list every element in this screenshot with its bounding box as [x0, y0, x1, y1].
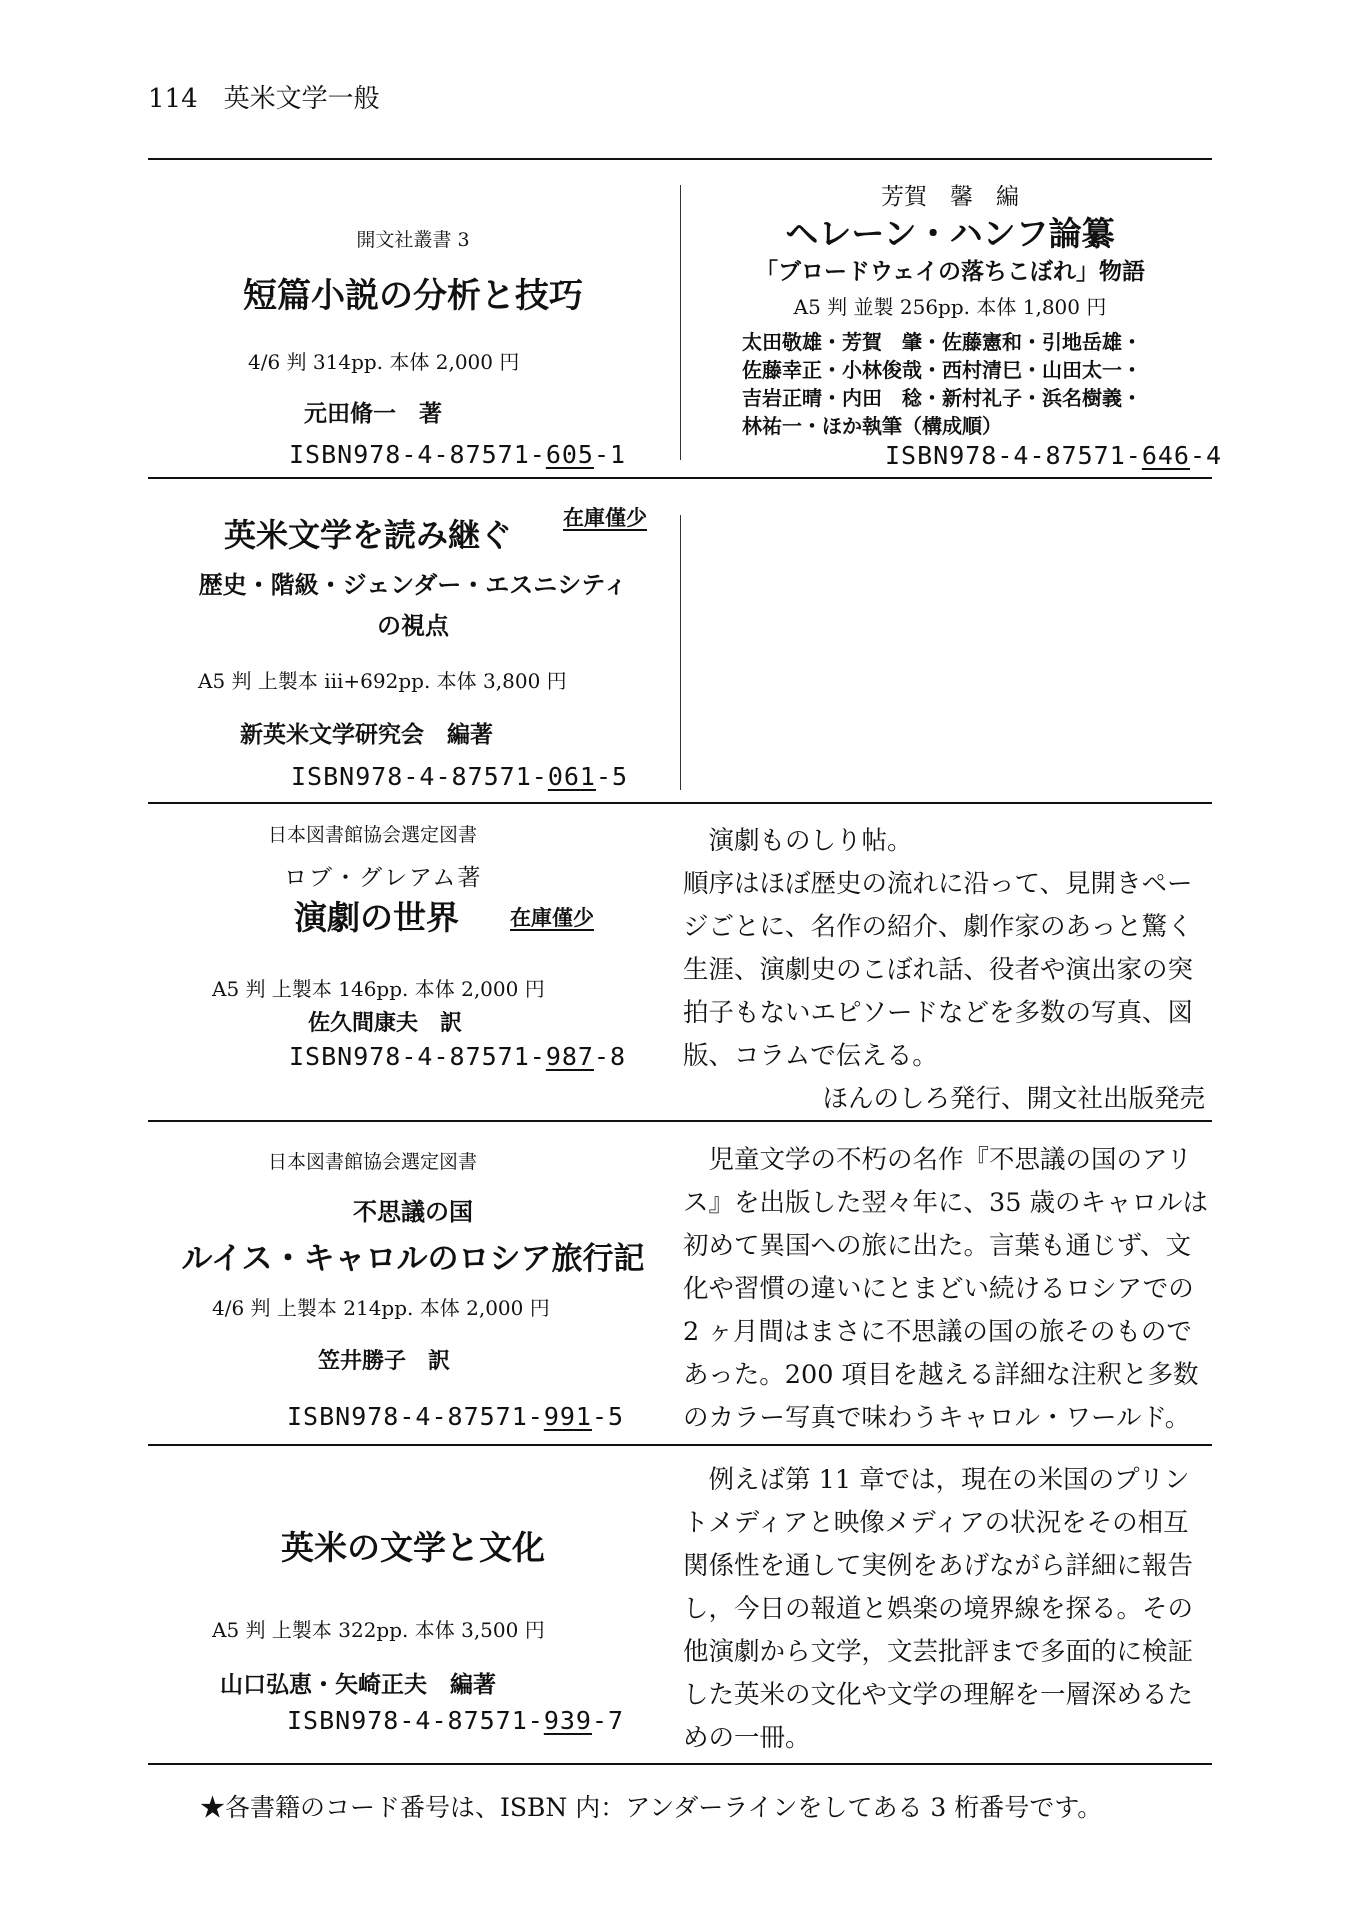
- contributor-line: 佐藤幸正・小林俊哉・西村清巳・山田太一・: [742, 358, 1142, 382]
- column-divider-2: [680, 515, 681, 790]
- book-author: 元田脩一 著: [304, 401, 442, 427]
- book-translator: 佐久間康夫 訳: [308, 1011, 463, 1036]
- description-line: あった。200 項目を越える詳細な注釈と多数: [683, 1360, 1199, 1390]
- rule-1: [148, 477, 1212, 479]
- description-line: 生涯、演劇史のこぼれ話、役者や演出家の突: [683, 955, 1194, 985]
- isbn: ISBN978-4-87571-987-8: [289, 1042, 627, 1071]
- book-spec: 4/6 判 上製本 214pp. 本体 2,000 円: [212, 1296, 550, 1320]
- description-line: めの一冊。: [683, 1723, 811, 1753]
- book-description: [683, 1459, 1213, 1760]
- description-line: した英米の文化や文学の理解を一層深めるた: [683, 1680, 1194, 1710]
- rule-top: [148, 158, 1212, 160]
- book-spec: A5 判 上製本 322pp. 本体 3,500 円: [212, 1618, 545, 1642]
- book-description: [683, 820, 1213, 1121]
- book-author: 山口弘恵・矢崎正夫 編著: [220, 1672, 496, 1698]
- book-title: ヘレーン・ハンフ論纂: [785, 214, 1115, 253]
- description-line: 演劇ものしり帖。: [708, 826, 913, 856]
- book-spec: 4/6 判 314pp. 本体 2,000 円: [248, 350, 520, 374]
- isbn: ISBN978-4-87571-605-1: [289, 440, 627, 469]
- book-editor: 芳賀 馨 編: [881, 184, 1019, 210]
- stock-badge: 在庫僅少: [510, 906, 594, 930]
- isbn: ISBN978-4-87571-991-5: [287, 1402, 625, 1431]
- isbn-code: 605: [545, 440, 594, 469]
- contributor-line: 林祐一・ほか執筆（構成順）: [742, 414, 1002, 438]
- column-divider-1: [680, 185, 681, 460]
- page-header: [148, 78, 380, 115]
- book-spec: A5 判 上製本 146pp. 本体 2,000 円: [212, 977, 545, 1001]
- page-number: 114: [148, 84, 198, 114]
- description-line: 2 ヶ月間はまさに不思議の国の旅そのもので: [683, 1317, 1192, 1347]
- description-line: トメディアと映像メディアの状況をその相互: [683, 1508, 1189, 1538]
- contributor-line: 吉岩正晴・内田 稔・新村礼子・浜名樹義・: [742, 386, 1142, 410]
- book-title: 短篇小説の分析と技巧: [243, 276, 583, 316]
- book-translator: 笠井勝子 訳: [318, 1349, 451, 1374]
- rule-4: [148, 1444, 1212, 1446]
- isbn: ISBN978-4-87571-061-5: [291, 762, 629, 791]
- section-title: 英米文学一般: [223, 84, 380, 114]
- isbn-code: 939: [543, 1706, 592, 1735]
- description-line: 化や習慣の違いにとまどい続けるロシアでの: [683, 1274, 1194, 1304]
- isbn-code: 061: [547, 762, 596, 791]
- rule-2: [148, 802, 1212, 804]
- publisher-note: ほんのしろ発行、開文社出版発売: [822, 1084, 1205, 1114]
- isbn-code: 987: [545, 1042, 594, 1071]
- description-line: 版、コラムで伝える。: [683, 1041, 938, 1071]
- description-line: 拍子もないエピソードなどを多数の写真、図: [683, 998, 1194, 1028]
- book-spec: A5 判 上製本 iii+692pp. 本体 3,800 円: [198, 669, 567, 693]
- book-subtitle-line: 歴史・階級・ジェンダー・エスニシティ: [198, 571, 628, 599]
- isbn: ISBN978-4-87571-646-4: [885, 441, 1223, 470]
- description-line: 順序はほぼ歴史の流れに沿って、見開きペー: [683, 869, 1193, 899]
- description-line: 例えば第 11 章では，現在の米国のプリン: [708, 1465, 1190, 1495]
- original-author: ロブ・グレアム著: [284, 865, 483, 891]
- selection-label: 日本図書館協会選定図書: [268, 824, 478, 846]
- description-line: 初めて異国への旅に出た。言葉も通じず、文: [683, 1231, 1191, 1261]
- rule-bottom: [148, 1763, 1212, 1765]
- description-line: のカラー写真で味わうキャロル・ワールド。: [683, 1403, 1191, 1433]
- isbn-code: 991: [543, 1402, 592, 1431]
- book-author: 新英米文学研究会 編著: [240, 722, 493, 748]
- description-line: 児童文学の不朽の名作『不思議の国のアリ: [708, 1145, 1192, 1175]
- description-line: ス』を出版した翌々年に、35 歳のキャロルは: [683, 1188, 1209, 1218]
- description-line: 他演劇から文学，文芸批評まで多面的に検証: [683, 1637, 1194, 1667]
- series-label: 開文社叢書 3: [356, 229, 470, 251]
- description-line: 関係性を通して実例をあげながら詳細に報告: [683, 1551, 1194, 1581]
- book-subtitle: 「ブロードウェイの落ちこぼれ」物語: [754, 259, 1146, 285]
- footer-note: ★各書籍のコード番号は、ISBN 内：アンダーラインをしてある 3 桁番号です。: [200, 1793, 1103, 1822]
- contributors: [742, 328, 1142, 440]
- description-line: ジごとに、名作の紹介、劇作家のあっと驚く: [683, 912, 1193, 942]
- stock-badge: 在庫僅少: [563, 506, 647, 530]
- book-title-line: ルイス・キャロルのロシア旅行記: [181, 1241, 645, 1277]
- book-spec: A5 判 並製 256pp. 本体 1,800 円: [793, 295, 1107, 319]
- book-title: 英米文学を読み継ぐ: [224, 516, 513, 554]
- description-line: し，今日の報道と娯楽の境界線を探る。その: [683, 1594, 1194, 1624]
- contributor-line: 太田敬雄・芳賀 肇・佐藤憲和・引地岳雄・: [742, 330, 1142, 354]
- isbn-code: 646: [1141, 441, 1190, 470]
- book-subtitle-line: の視点: [377, 612, 449, 640]
- book-description: [683, 1139, 1213, 1440]
- selection-label: 日本図書館協会選定図書: [268, 1151, 478, 1173]
- book-title-line: 不思議の国: [353, 1198, 473, 1226]
- book-title: 英米の文学と文化: [281, 1528, 545, 1567]
- isbn: ISBN978-4-87571-939-7: [287, 1706, 625, 1735]
- book-title: 演劇の世界: [294, 898, 459, 937]
